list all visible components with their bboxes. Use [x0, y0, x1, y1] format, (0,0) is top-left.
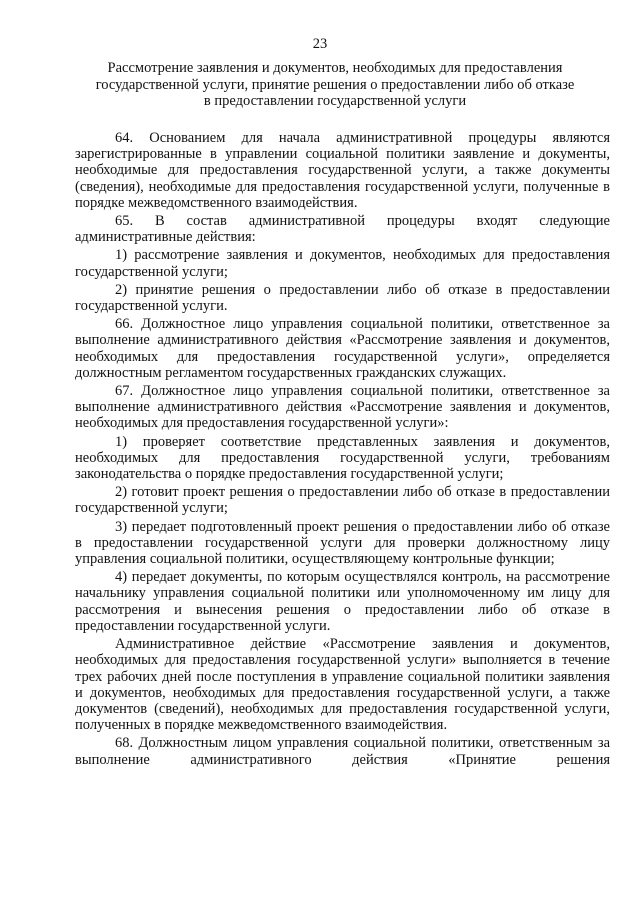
section-title-line: в предоставлении государственной услуги: [203, 93, 467, 109]
paragraph-68: 68. Должностным лицом управления социальной политики, ответственным за выполнение административного действия «Принятие решения: [75, 735, 610, 768]
section-title-line: Рассмотрение заявления и документов, необходимых для предоставления: [107, 60, 563, 76]
list-item-65-2: 2) принятие решения о предоставлении либо об отказе в предоставлении государственной услуги.: [75, 281, 610, 315]
page-number: 23: [312, 36, 328, 52]
paragraph-67: 67. Должностное лицо управления социальной политики, ответственное за выполнение административного действия «Рассмотрение заявления и документов, необходимых для предоставления государственной услуги»:: [75, 383, 610, 432]
paragraph-66: 66. Должностное лицо управления социальной политики, ответственное за выполнение административного действия «Рассмотрение заявления и документов, необходимых для предоставления государственной услуги», определяется должностным регламентом государственных гражданских служащих.: [75, 316, 610, 381]
section-title: [80, 60, 590, 110]
list-item-67-2: 2) готовит проект решения о предоставлении либо об отказе в предоставлении государственной услуги;: [75, 484, 610, 517]
list-item-67-4: 4) передает документы, по которым осуществлялся контроль, на рассмотрение начальнику управления социальной политики или уполномоченному им лицу для рассмотрения и вынесения решения о предоставлении либо об отказе в предоставлении государственной услуги.: [75, 569, 610, 634]
list-item-65-1: 1) рассмотрение заявления и документов, необходимых для предоставления государственной услуги;: [75, 247, 610, 280]
paragraph-65: 65. В состав административной процедуры входят следующие административные действия:: [75, 213, 610, 246]
list-item-67-1: 1) проверяет соответствие представленных заявления и документов, необходимых для предоставления государственной услуги, требованиям законодательства о порядке предоставления государственной услуги;: [75, 433, 610, 483]
list-item-67-3: 3) передает подготовленный проект решения о предоставлении либо об отказе в предоставлении государственной услуги для проверки должностному лицу управления социальной политики, осуществляющему контрольные функции;: [75, 518, 610, 568]
body-text: [75, 130, 610, 770]
paragraph-admin-action: Административное действие «Рассмотрение заявления и документов, необходимых для предоставления государственной услуги» выполняется в течение трех рабочих дней после поступления в управление социальной политики заявления и документов, необходимых для предоставления государственной услуги, а также документов (сведений), необходимых для предоставления государственной услуги, полученных в порядке межведомственного взаимодействия.: [75, 636, 610, 734]
paragraph-64: 64. Основанием для начала административной процедуры являются зарегистрированные в управлении социальной политики заявление и документы, необходимые для предоставления государственной услуги, а также документы (сведения), необходимые для предоставления государственной услуги, полученные в порядке межведомственного взаимодействия.: [75, 130, 610, 211]
section-title-line: государственной услуги, принятие решения о предоставлении либо об отказе: [95, 76, 575, 93]
